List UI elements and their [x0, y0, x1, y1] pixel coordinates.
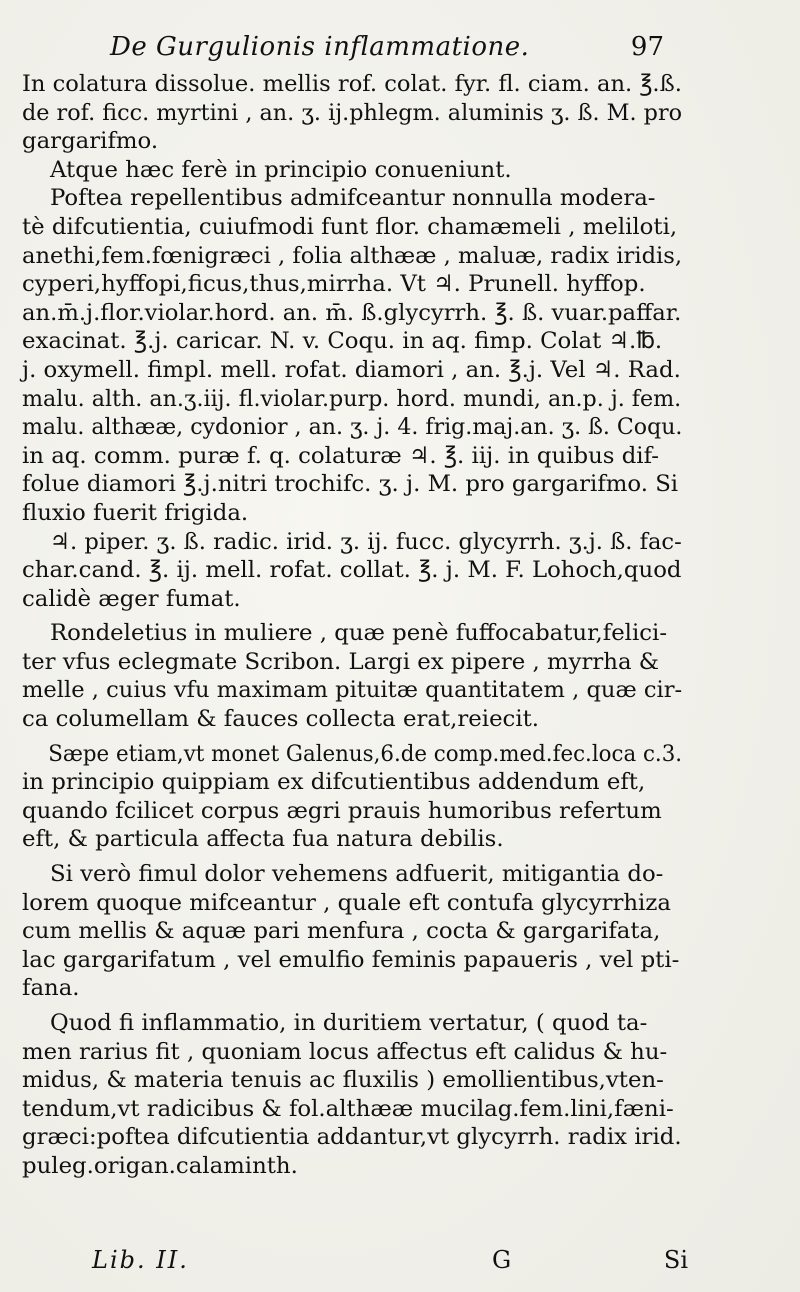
- paragraph: [22, 860, 690, 1003]
- paragraph: [22, 184, 690, 527]
- text-line: men rarius fit , quoniam locus affectus eft calidus & hu-: [22, 1038, 668, 1065]
- text-line: gargarifmo.: [22, 128, 159, 155]
- text-line: Si verò fimul dolor vehemens adfuerit, mitigantia do-: [50, 861, 664, 888]
- paragraph: [22, 1009, 690, 1181]
- text-line: de rof. ficc. myrtini , an. ʒ. ij.phlegm. aluminis ʒ. ß. M. pro: [22, 99, 683, 126]
- running-title: De Gurgulionis inflammatione.: [110, 32, 530, 62]
- running-header: [22, 30, 690, 70]
- text-line: melle , cuius vfu maximam pituitæ quantitatem , quæ cir-: [22, 677, 683, 704]
- text-line: j. oxymell. fimpl. mell. rofat. diamori , an. ℥.j. Vel ♃. Rad.: [22, 356, 681, 383]
- paragraph: [22, 619, 690, 733]
- text-line: tè difcutientia, cuiufmodi funt flor. chamæmeli , meliloti,: [22, 213, 678, 240]
- text-line: char.cand. ℥. ij. mell. rofat. collat. ℥. j. M. F. Lohoch,quod: [22, 557, 682, 584]
- catchword: Si: [663, 1246, 688, 1274]
- text-line: malu. althææ, cydonior , an. ʒ. j. 4. frig.maj.an. ʒ. ß. Coqu.: [22, 414, 683, 441]
- text-line: Quod fi inflammatio, in duritiem vertatur, ( quod ta-: [50, 1010, 648, 1036]
- text-line: tendum,vt radicibus & fol.althææ mucilag.fem.lini,fæni-: [22, 1095, 674, 1122]
- text-line: puleg.origan.calaminth.: [22, 1152, 298, 1179]
- text-line: In colatura dissolue. mellis rof. colat. fyr. fl. ciam. an. ℥.ß.: [22, 71, 682, 97]
- text-line: Sæpe etiam,vt monet Galenus,6.de comp.med.fec.loca c.3.: [48, 740, 683, 767]
- paragraph: [22, 70, 690, 156]
- page-footer: [0, 1246, 800, 1282]
- text-line: Rondeletius in muliere , quæ penè fuffocabatur,felici-: [50, 620, 668, 647]
- text-line: ca columellam & fauces collecta erat,reiecit.: [22, 706, 540, 733]
- paragraph: [22, 156, 690, 185]
- paragraph: [22, 528, 690, 614]
- text-line: lac gargarifatum , vel emulfio feminis papaueris , vel pti-: [22, 946, 680, 973]
- text-line: lorem quoque mifceantur , quale eft contufa glycyrrhiza: [22, 889, 671, 916]
- text-line: in principio quippiam ex difcutientibus addendum eft,: [22, 769, 646, 796]
- text-line: in aq. comm. puræ f. q. colaturæ ♃. ℥. iij. in quibus dif-: [22, 442, 659, 469]
- text-line: calidè æger fumat.: [22, 585, 241, 612]
- paragraph: [22, 740, 690, 854]
- book-signature-label: Lib. II.: [92, 1246, 189, 1274]
- text-line: ♃. piper. ʒ. ß. radic. irid. ʒ. ij. fucc. glycyrrh. ʒ.j. ß. fac-: [49, 528, 682, 555]
- text-line: anethi,fem.fœnigræci , folia althææ , maluæ, radix iridis,: [22, 242, 683, 269]
- page-number: 97: [630, 32, 664, 62]
- text-line: Poftea repellentibus admifceantur nonnulla modera-: [50, 185, 656, 212]
- text-line: malu. alth. an.ʒ.iij. fl.violar.purp. hord. mundi, an.p. j. fem.: [22, 385, 682, 412]
- text-line: an.m̄.j.flor.violar.hord. an. m̄. ß.glycyrrh. ℥. ß. vuar.paffar.: [22, 299, 682, 326]
- text-line: exacinat. ℥.j. caricar. N. v. Coqu. in aq. fimp. Colat ♃.℔.: [22, 328, 663, 355]
- text-line: cyperi,hyffopi,ficus,thus,mirrha. Vt ♃. Prunell. hyffop.: [22, 271, 646, 298]
- text-line: Atque hæc ferè in principio conueniunt.: [50, 156, 512, 183]
- text-line: fana.: [22, 975, 80, 1002]
- text-line: midus, & materia tenuis ac fluxilis ) emollientibus,vten-: [22, 1067, 664, 1094]
- text-line: fluxio fuerit frigida.: [22, 499, 249, 526]
- text-line: græci:poftea difcutientia addantur,vt glycyrrh. radix irid.: [22, 1124, 682, 1151]
- text-line: cum mellis & aquæ pari menfura , cocta & gargarifata,: [22, 918, 661, 945]
- text-line: quando fcilicet corpus ægri prauis humoribus refertum: [22, 797, 662, 824]
- text-line: folue diamori ℥.j.nitri trochifc. ʒ. j. M. pro gargarifmo. Si: [22, 471, 679, 498]
- body-text: [22, 70, 690, 1181]
- signature-mark: G: [492, 1246, 512, 1274]
- text-line: ter vfus eclegmate Scribon. Largi ex pipere , myrrha &: [22, 648, 660, 675]
- text-line: eft, & particula affecta fua natura debilis.: [22, 826, 504, 853]
